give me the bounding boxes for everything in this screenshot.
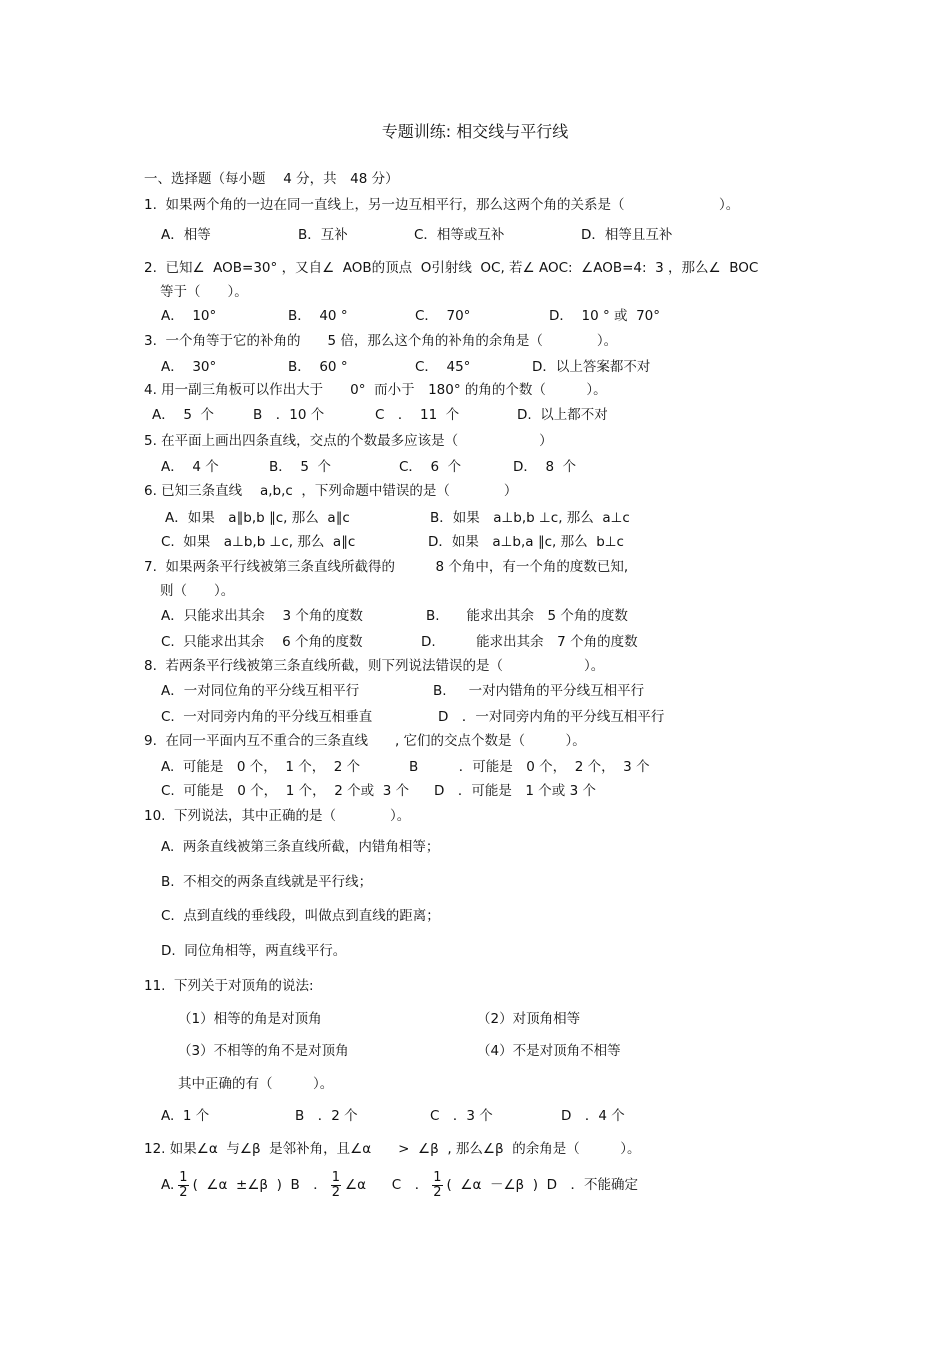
question-12-stem: 12. 如果∠α 与∠β 是邻补角，且∠α > ∠β , 那么∠β 的余角是（ ）。	[144, 1141, 641, 1157]
question-5-option-c: C． 6 个	[399, 459, 462, 475]
question-6-option-d: D．如果 a⊥b,a ∥c, 那么 b⊥c	[428, 534, 624, 550]
question-4-option-b: B ．10 个	[253, 407, 325, 423]
question-3-option-d: D．以上答案都不对	[532, 359, 651, 375]
question-3-stem: 3. 一个角等于它的补角的 5 倍，那么这个角的补角的余角是（ ）。	[144, 333, 618, 349]
question-6-stem: 6. 已知三条直线 a,b,c ，下列命题中错误的是（ ）	[144, 483, 518, 499]
question-6-option-b: B．如果 a⊥b,b ⊥c, 那么 a⊥c	[430, 510, 630, 526]
question-2-stem: 2. 已知∠ AOB=30° ，又自∠ AOB的顶点 O引射线 OC, 若∠ AOC: ∠AOB=4: 3 ，那么∠ BOC	[144, 260, 759, 276]
question-7-stem-cont: 则（ ）。	[160, 583, 235, 599]
question-5-stem: 5. 在平面上画出四条直线，交点的个数最多应该是（ ）	[144, 433, 553, 449]
question-11-option-b: B ．2 个	[295, 1108, 358, 1124]
fraction-numerator: 1	[179, 1169, 188, 1185]
question-10-option-d: D. 同位角相等，两直线平行。	[161, 943, 347, 959]
question-4-option-a: A． 5 个	[152, 407, 214, 423]
question-1-option-c: C．相等或互补	[414, 227, 505, 243]
question-11-statement-4: （4）不是对顶角不相等	[477, 1043, 621, 1059]
question-11-option-c: C ．3 个	[430, 1108, 493, 1124]
question-8-option-d: D ．一对同旁内角的平分线互相平行	[438, 709, 665, 725]
question-2-option-a: A． 10°	[161, 308, 217, 324]
question-9-option-c: C. 可能是 0 个， 1 个， 2 个或 3 个	[161, 783, 410, 799]
question-1-option-b: B．互补	[298, 227, 348, 243]
question-11-option-d: D ．4 个	[561, 1108, 625, 1124]
section-heading: 一、选择题（每小题 4 分，共 48 分）	[144, 171, 399, 187]
fraction-denominator: 2	[331, 1184, 341, 1200]
question-7-option-c: C. 只能求出其余 6 个角的度数	[161, 634, 363, 650]
fraction-denominator: 2	[179, 1184, 188, 1200]
question-8-stem: 8. 若两条平行线被第三条直线所截，则下列说法错误的是（ ）。	[144, 658, 605, 674]
question-9-stem: 9. 在同一平面内互不重合的三条直线 , 它们的交点个数是（ ）。	[144, 733, 586, 749]
question-10-option-b: B. 不相交的两条直线就是平行线；	[161, 874, 373, 890]
question-12-options	[161, 1166, 638, 1204]
question-2-option-c: C． 70°	[415, 308, 471, 324]
question-8-option-a: A．一对同位角的平分线互相平行	[161, 683, 360, 699]
question-12-option-b-expr: ∠α	[345, 1177, 367, 1193]
question-12-option-a-expr: ( ∠α ±∠β )	[192, 1177, 282, 1193]
question-8-option-b: B. 一对内错角的平分线互相平行	[433, 683, 645, 699]
question-7-option-b: B. 能求出其余 5 个角的度数	[426, 608, 628, 624]
question-10-stem: 10. 下列说法，其中正确的是（ ）。	[144, 808, 411, 824]
question-9-option-a: A. 可能是 0 个， 1 个， 2 个	[161, 759, 361, 775]
fraction-denominator: 2	[433, 1184, 442, 1200]
fraction-one-half	[432, 1171, 442, 1200]
question-4-option-c: C ． 11 个	[375, 407, 460, 423]
question-1-stem: 1. 如果两个角的一边在同一直线上，另一边互相平行，那么这两个角的关系是（ ）。	[144, 197, 740, 213]
fraction-one-half	[331, 1171, 341, 1200]
question-3-option-b: B． 60 °	[288, 359, 348, 375]
question-3-option-c: C． 45°	[415, 359, 471, 375]
question-5-option-d: D． 8 个	[513, 459, 577, 475]
question-5-option-b: B． 5 个	[269, 459, 332, 475]
fraction-numerator: 1	[433, 1169, 442, 1185]
question-4-stem: 4. 用一副三角板可以作出大于 0° 而小于 180° 的角的个数（ ）。	[144, 382, 607, 398]
fraction-one-half	[178, 1171, 188, 1200]
question-1-option-a: A．相等	[161, 227, 211, 243]
question-11-statement-3: （3）不相等的角不是对顶角	[178, 1043, 349, 1059]
question-11-stem-cont: 其中正确的有（ ）。	[178, 1076, 334, 1092]
question-7-stem: 7. 如果两条平行线被第三条直线所截得的 8 个角中，有一个角的度数已知,	[144, 559, 629, 575]
question-4-option-d: D. 以上都不对	[517, 407, 608, 423]
question-11-option-a: A. 1 个	[161, 1108, 210, 1124]
question-3-option-a: A． 30°	[161, 359, 217, 375]
question-11-stem: 11. 下列关于对顶角的说法:	[144, 978, 314, 994]
question-11-statement-2: （2）对顶角相等	[477, 1011, 581, 1027]
fraction-numerator: 1	[331, 1169, 341, 1185]
question-12-option-b-label: B ．	[290, 1177, 327, 1193]
question-5-option-a: A． 4 个	[161, 459, 219, 475]
question-1-option-d: D．相等且互补	[581, 227, 673, 243]
question-7-option-a: A．只能求出其余 3 个角的度数	[161, 608, 363, 624]
question-12-option-c-label: C ．	[391, 1177, 429, 1193]
question-11-statement-1: （1）相等的角是对顶角	[178, 1011, 322, 1027]
page-title: 专题训练: 相交线与平行线	[381, 122, 569, 141]
question-9-option-d: D ．可能是 1 个或 3 个	[434, 783, 596, 799]
question-12-option-c-expr: ( ∠α －∠β )	[446, 1177, 539, 1193]
question-7-option-d: D. 能求出其余 7 个角的度数	[421, 634, 638, 650]
question-2-option-d: D． 10 ° 或 70°	[549, 308, 660, 324]
question-10-option-c: C. 点到直线的垂线段，叫做点到直线的距离；	[161, 908, 440, 924]
question-6-option-c: C. 如果 a⊥b,b ⊥c, 那么 a∥c	[161, 534, 356, 550]
question-6-option-a: A．如果 a∥b,b ∥c, 那么 a∥c	[165, 510, 350, 526]
question-2-stem-cont: 等于（ ）。	[160, 284, 248, 300]
question-10-option-a: A. 两条直线被第三条直线所截，内错角相等；	[161, 839, 440, 855]
question-12-option-d: D ．不能确定	[546, 1177, 639, 1193]
question-9-option-b: B ．可能是 0 个， 2 个， 3 个	[409, 759, 650, 775]
question-8-option-c: C. 一对同旁内角的平分线互相垂直	[161, 709, 373, 725]
question-2-option-b: B． 40 °	[288, 308, 348, 324]
question-12-option-a-label: A.	[161, 1177, 175, 1193]
